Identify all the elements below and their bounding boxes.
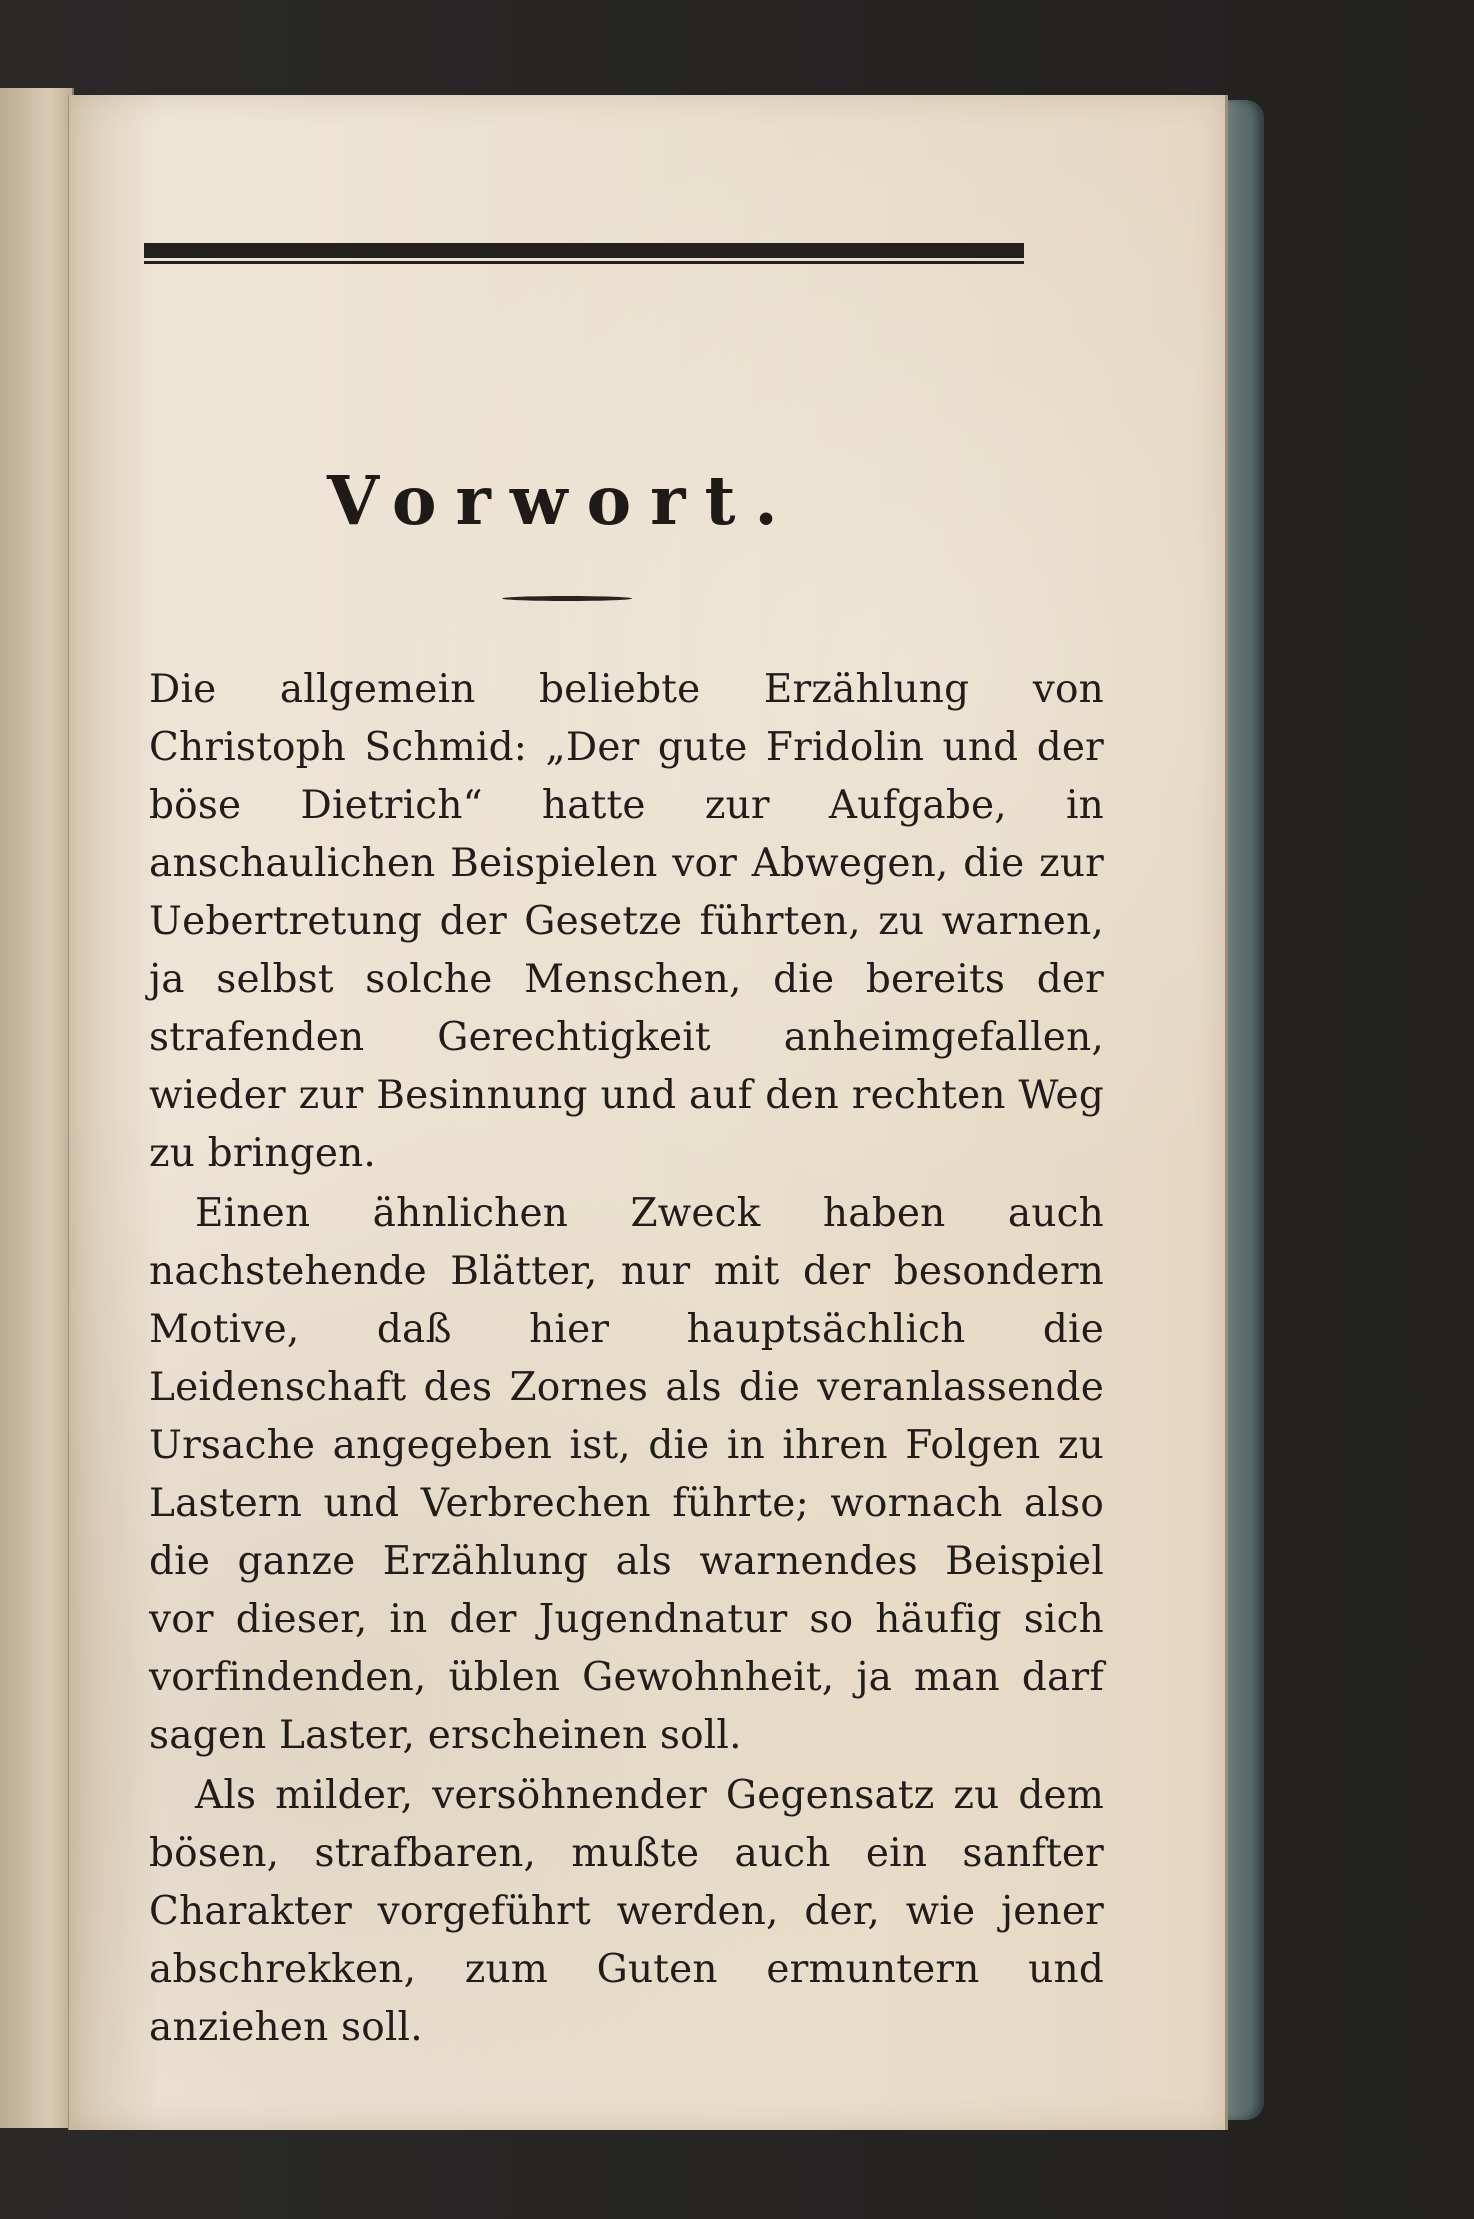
paragraph-3: Als milder, versöhnender Gegensatz zu dem bösen, strafbaren, mußte auch ein sanfter Charakter vorgeführt werden, der, wie jener abschrekken, zum Guten ermuntern und anziehen soll. xyxy=(149,1773,1104,2050)
foreword-text xyxy=(149,661,1104,2057)
left-page-edge xyxy=(0,88,74,2128)
paragraph-2: Einen ähnlichen Zweck haben auch nachstehende Blätter, nur mit der besondern Motive, daß hier hauptsächlich die Leidenschaft des Zornes als die veranlassende Ursache angegeben ist, die in ihren Folgen zu Lastern und Verbrechen führte; wornach also die ganze Erzählung als warnendes Beispiel vor dieser, in der Jugendnatur so häufig sich vorfindenden, üblen Gewohnheit, ja man darf sagen Laster, erscheinen soll. xyxy=(149,1191,1104,1758)
paragraph-1: Die allgemein beliebte Erzählung von Christoph Schmid: „Der gute Fridolin und der böse Dietrich“ hatte zur Aufgabe, in anschaulichen Beispielen vor Abwegen, die zur Uebertretung der Gesetze führten, zu warnen, ja selbst solche Menschen, die bereits der strafenden Gerechtigkeit anheimgefallen, wieder zur Besinnung und auf den rechten Weg zu bringen. xyxy=(149,667,1104,1176)
page-heading: Vorwort. xyxy=(327,461,797,540)
book-page xyxy=(68,95,1228,2130)
heading-divider xyxy=(502,596,632,601)
top-decorative-rule xyxy=(144,243,1024,258)
